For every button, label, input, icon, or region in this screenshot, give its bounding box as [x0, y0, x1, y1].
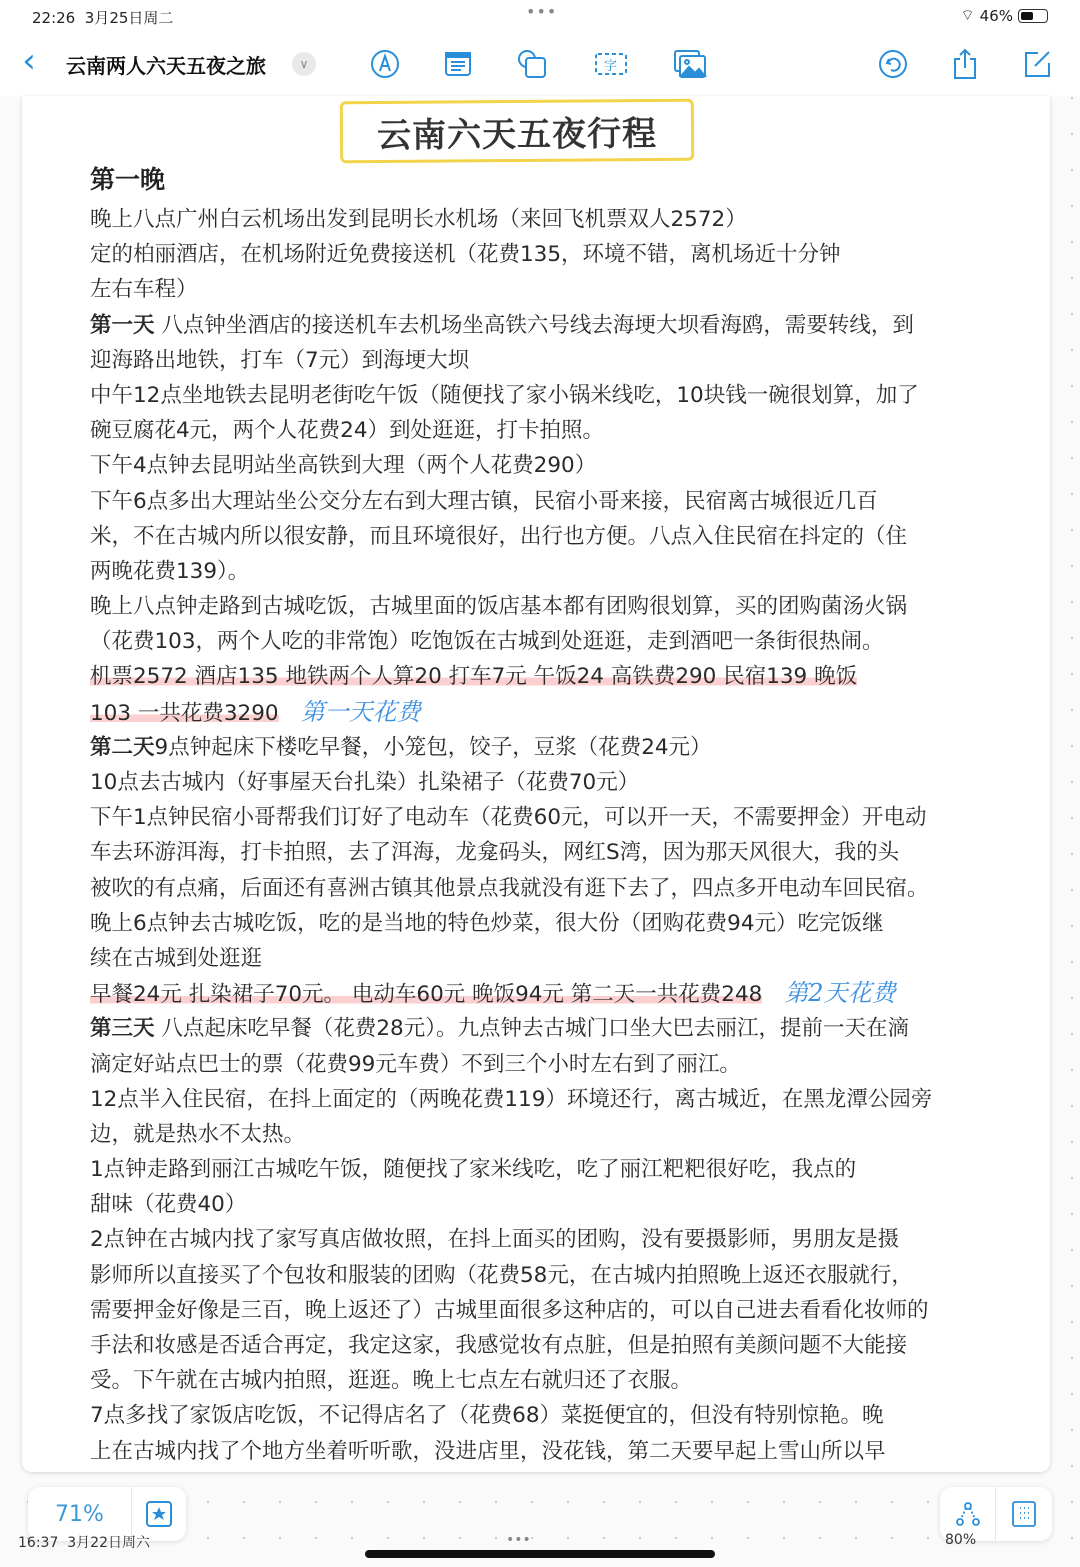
home-indicator[interactable]	[365, 1550, 715, 1558]
new-note-button[interactable]	[1020, 47, 1054, 81]
note-line	[90, 1117, 932, 1152]
line-content: 103 一共花费3290	[90, 700, 279, 726]
note-line	[90, 448, 932, 483]
battery-percent: 46%	[979, 6, 1013, 25]
line-content: 八点钟坐酒店的接送机车去机场坐高铁六号线去海埂大坝看海鸥，需要转线，到	[154, 312, 914, 338]
line-content: 迎海路出地铁，打车（7元）到海埂大坝	[90, 347, 470, 373]
note-line	[90, 1434, 932, 1469]
line-content: 受。下午就在古城内拍照，逛逛。晚上七点左右就归还了衣服。	[90, 1368, 693, 1394]
share-icon	[951, 48, 979, 80]
note-line	[90, 730, 932, 765]
battery-icon	[1018, 9, 1048, 23]
back-icon: ‹	[22, 41, 36, 81]
line-text	[90, 876, 929, 901]
note-line	[90, 1328, 932, 1363]
note-line	[90, 800, 932, 835]
status-bar	[0, 0, 1080, 34]
line-content: 2点钟在古城内找了家写真店做妆照，在抖上面买的团购，没有要摄影师，男朋友是摄	[90, 1227, 900, 1253]
line-text	[90, 982, 762, 1007]
line-content: （花费103，两个人吃的非常饱）吃饱饭在古城到处逛逛，走到酒吧一条街很热闹。	[90, 629, 884, 655]
line-content: 两晚花费139）。	[90, 558, 250, 584]
line-content: 1点钟走路到丽江古城吃午饭，随便找了家米线吃，吃了丽江粑粑很好吃，我点的	[90, 1157, 857, 1183]
note-line	[90, 871, 932, 906]
handwritten-annotation: 第一天花费	[300, 697, 421, 726]
line-text	[90, 701, 279, 726]
line-text	[90, 207, 747, 232]
toolbar	[0, 34, 1080, 96]
line-text	[90, 911, 884, 936]
star-icon	[145, 1500, 173, 1528]
text-note-icon	[443, 49, 473, 79]
note-line	[90, 1398, 932, 1433]
note-line	[90, 1047, 932, 1082]
line-text	[90, 313, 914, 338]
line-content: 机票2572 酒店135 地铁两个人算20 打车7元 午饭24 高铁费290 民宿139 晚饭	[90, 664, 858, 690]
line-text	[90, 489, 878, 514]
note-line	[90, 624, 932, 659]
note-line	[90, 941, 932, 976]
line-text	[90, 664, 857, 689]
line-content: 影师所以直接买了个包妆和服装的团购（花费58元，在古城内拍照晚上返还衣服就行，	[90, 1262, 913, 1288]
note-line	[90, 976, 932, 1011]
note-line	[90, 1258, 932, 1293]
section-heading: 第一晚	[90, 165, 166, 194]
note-button[interactable]	[441, 47, 475, 81]
pen-tool-button[interactable]	[368, 47, 402, 81]
line-text	[90, 277, 198, 302]
note-line	[90, 589, 932, 624]
line-content: 左右车程）	[90, 277, 198, 303]
note-line	[90, 1011, 932, 1046]
grid-icon	[1011, 1500, 1037, 1528]
note-line	[90, 554, 932, 589]
line-content: 被吹的有点痛，后面还有喜洲古镇其他景点我就没有逛下去了，四点多开电动车回民宿。	[90, 875, 929, 901]
back-button[interactable]	[12, 41, 46, 81]
day-label: 第一天	[90, 312, 155, 338]
grid-button[interactable]	[996, 1487, 1052, 1541]
note-line	[90, 835, 932, 870]
line-text	[90, 1368, 692, 1393]
line-text	[90, 1016, 909, 1041]
day-label: 第三天	[90, 1016, 155, 1042]
note-body[interactable]	[90, 202, 932, 1469]
note-line	[90, 378, 932, 413]
share-button[interactable]	[948, 47, 982, 81]
line-content: 八点起床吃早餐（花费28元）。九点钟去古城门口坐大巴去丽江，提前一天在滴	[154, 1016, 909, 1042]
background-dots: •••	[506, 1532, 531, 1548]
note-line	[90, 237, 932, 272]
line-text	[90, 1439, 886, 1464]
line-text	[90, 735, 712, 760]
chevron-down-icon: ∨	[299, 57, 309, 71]
line-text	[90, 594, 907, 619]
line-content: 晚上6点钟去古城吃饭，吃的是当地的特色炒菜，很大份（团购花费94元）吃完饭继	[90, 910, 884, 936]
line-content: 续在古城到处逛逛	[90, 945, 263, 971]
note-line	[90, 906, 932, 941]
note-line	[90, 202, 932, 237]
line-text	[90, 770, 639, 795]
note-page[interactable]	[22, 96, 1050, 1472]
line-content: 早餐24元 扎染裙子70元。 电动车60元 晚饭94元 第二天一共花费248	[90, 982, 763, 1008]
line-text	[90, 453, 596, 478]
line-content: 晚上八点钟走路到古城吃饭，古城里面的饭店基本都有团购很划算，买的团购菌汤火锅	[90, 594, 908, 620]
note-line	[90, 1187, 932, 1222]
note-line	[90, 484, 932, 519]
line-text	[90, 1052, 741, 1077]
note-line	[90, 343, 932, 378]
note-line	[90, 695, 932, 730]
image-icon	[673, 49, 707, 79]
line-content: 下午1点钟民宿小哥帮我们订好了电动车（花费60元，可以开一天，不需要押金）开电动	[90, 805, 927, 831]
zoom-level[interactable]: 71%	[28, 1487, 132, 1541]
shape-button[interactable]	[515, 47, 549, 81]
note-line	[90, 1152, 932, 1187]
line-content: 10点去古城内（好事屋天台扎染）扎染裙子（花费70元）	[90, 770, 640, 795]
background-time: 16:37 3月22日周六	[18, 1535, 150, 1551]
line-text	[90, 1227, 899, 1252]
status-time: 22:26 3月25日周二	[32, 9, 174, 27]
undo-button[interactable]	[876, 47, 910, 81]
edit-icon	[1022, 49, 1052, 79]
line-content: 7点多找了家饭店吃饭，不记得店名了（花费68）菜挺便宜的，但没有特别惊艳。晚	[90, 1403, 884, 1429]
line-text	[90, 418, 604, 443]
line-content: 12点半入住民宿，在抖上面定的（两晚花费119）环境还行，离古城近，在黑龙潭公园旁	[90, 1086, 933, 1112]
status-right	[961, 6, 1048, 25]
line-text	[90, 1403, 884, 1428]
line-text	[90, 1192, 246, 1217]
line-text	[90, 1263, 913, 1288]
day-label: 第二天	[90, 734, 155, 760]
undo-icon	[878, 49, 908, 79]
note-line	[90, 1293, 932, 1328]
line-text	[90, 383, 919, 408]
text-box-button[interactable]	[594, 47, 628, 81]
line-text	[90, 1087, 932, 1112]
line-text	[90, 1298, 929, 1323]
document-title[interactable]: 云南两人六天五夜之旅	[66, 54, 266, 78]
handwritten-annotation: 第2天花费	[784, 979, 896, 1008]
line-text	[90, 524, 907, 549]
line-content: 边，就是热水不太热。	[90, 1121, 306, 1147]
line-text	[90, 348, 469, 373]
image-button[interactable]	[673, 47, 707, 81]
text-box-icon	[594, 49, 628, 79]
shape-icon	[516, 48, 548, 80]
line-content: 车去环游洱海，打卡拍照，去了洱海，龙龛码头，网红S湾，因为那天风很大，我的头	[90, 840, 900, 866]
line-content: 下午4点钟去昆明站坐高铁到大理（两个人花费290）	[90, 453, 597, 479]
line-text	[90, 805, 927, 830]
note-title: 云南六天五夜行程	[340, 99, 694, 163]
line-content: 下午6点多出大理站坐公交分左右到大理古镇，民宿小哥来接，民宿离古城很近几百	[90, 488, 878, 514]
note-line	[90, 519, 932, 554]
connector-icon	[954, 1500, 982, 1528]
note-line	[90, 1082, 932, 1117]
line-content: 晚上八点广州白云机场出发到昆明长水机场（来回飞机票双人2572）	[90, 207, 747, 232]
line-text	[90, 242, 841, 267]
line-content: 滴定好站点巴士的票（花费99元车费）不到三个小时左右到了丽江。	[90, 1051, 741, 1077]
note-line	[90, 308, 932, 343]
line-content: 定的柏丽酒店，在机场附近免费接送机（花费135，环境不错，离机场近十分钟	[90, 242, 841, 268]
line-content: 甜味（花费40）	[90, 1192, 247, 1218]
line-content: 中午12点坐地铁去昆明老街吃午饭（随便找了家小锅米线吃，10块钱一碗很划算，加了	[90, 382, 919, 408]
note-line	[90, 272, 932, 307]
line-text	[90, 840, 899, 865]
line-content: 手法和妆感是否适合再定，我定这家，我感觉妆有点脏，但是拍照有美颜问题不大能接	[90, 1333, 908, 1358]
line-content: 9点钟起床下楼吃早餐，小笼包，饺子，豆浆（花费24元）	[154, 734, 712, 760]
note-line	[90, 1363, 932, 1398]
line-content: 需要押金好像是三百，晚上返还了）古城里面很多这种店的，可以自己进去看看化妆师的	[90, 1297, 929, 1323]
title-menu-button[interactable]	[292, 52, 316, 76]
note-line	[90, 765, 932, 800]
note-line	[90, 659, 932, 694]
line-text	[90, 1157, 856, 1182]
line-content: 上在古城内找了个地方坐着听听歌，没进店里，没花钱，第二天要早起上雪山所以早	[90, 1438, 886, 1464]
note-line	[90, 413, 932, 448]
line-text	[90, 946, 262, 971]
line-text	[90, 1333, 907, 1358]
line-text	[90, 1122, 305, 1147]
line-content: 米，不在古城内所以很安静，而且环境很好，出行也方便。八点入住民宿在抖定的（住	[90, 523, 908, 549]
background-battery: 80%	[945, 1532, 977, 1548]
line-text	[90, 629, 884, 654]
multitasking-dots[interactable]: •••	[526, 2, 558, 21]
wifi-icon: ⌔	[960, 6, 975, 24]
pen-icon	[370, 49, 400, 79]
svg-text:字: 字	[604, 59, 618, 74]
note-line	[90, 1222, 932, 1257]
line-text	[90, 559, 249, 584]
line-content: 碗豆腐花4元，两个人花费24）到处逛逛，打卡拍照。	[90, 418, 605, 444]
